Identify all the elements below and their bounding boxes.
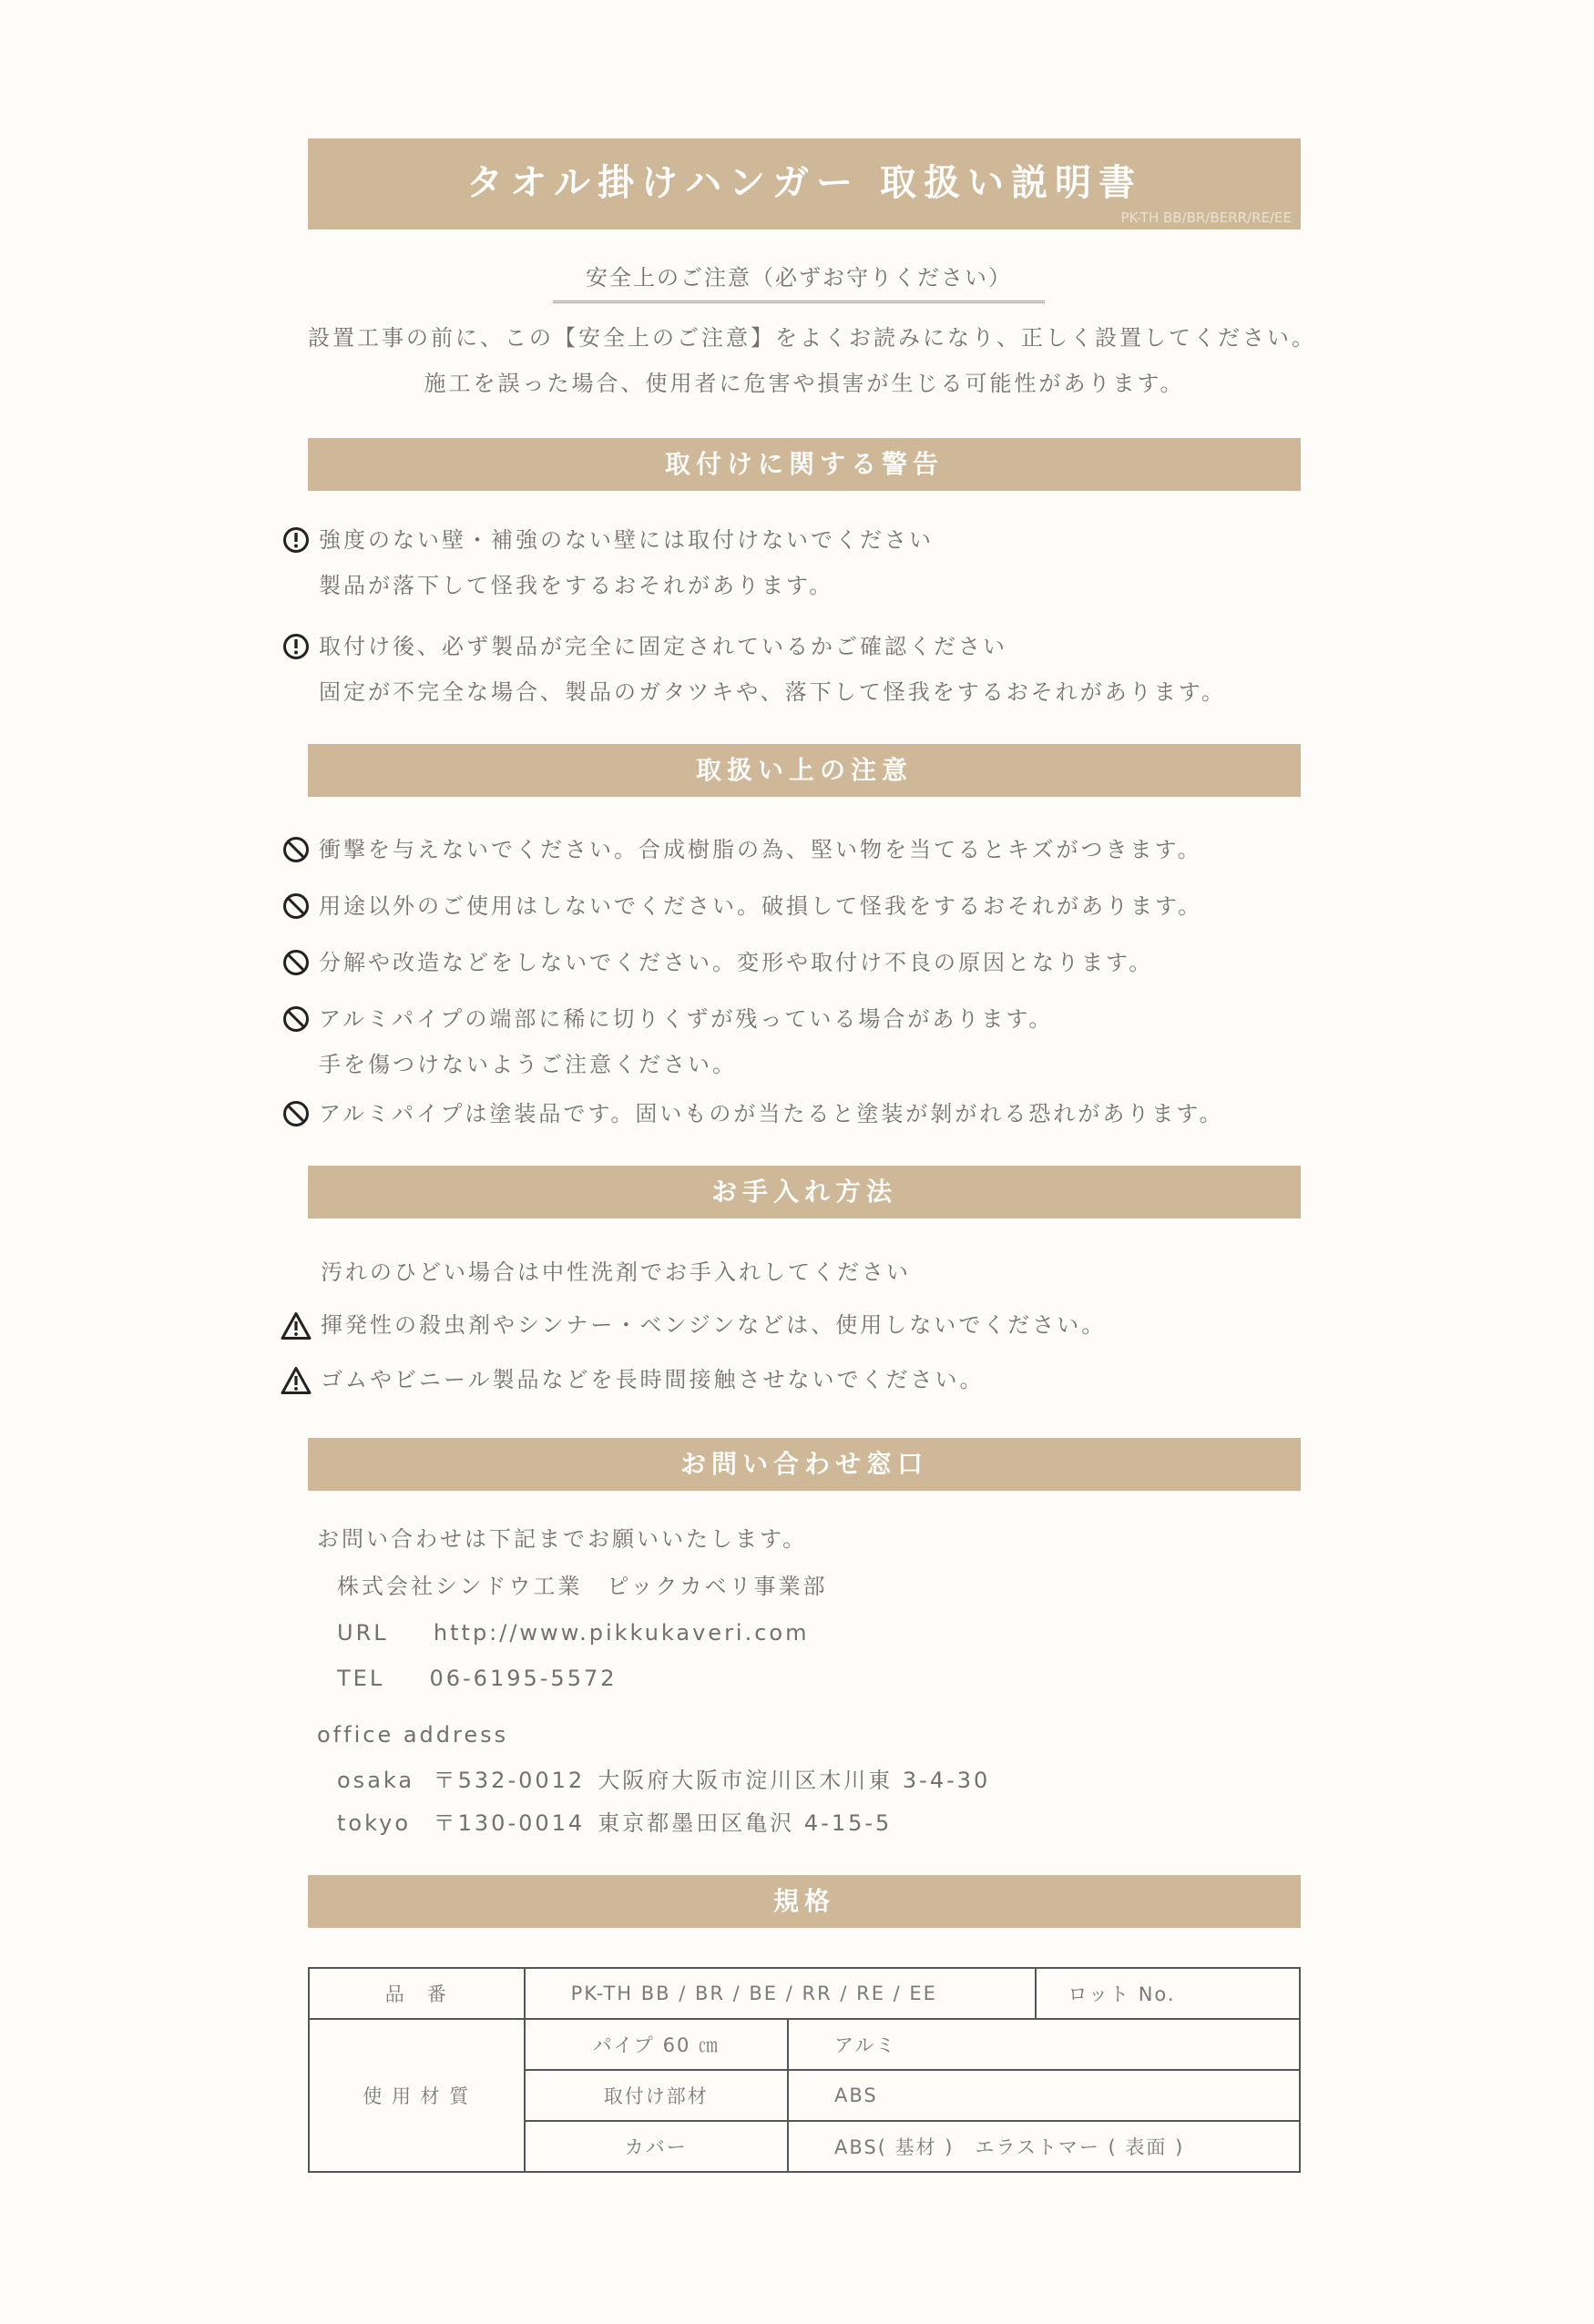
- part-name: カバー: [525, 2121, 788, 2172]
- handling-item-2: 用途以外のご使用はしないでください。破損して怪我をするおそれがあります。: [319, 893, 1203, 919]
- safety-heading: 安全上のご注意（必ずお守りください）: [553, 260, 1045, 303]
- section-handling-header: 取扱い上の注意: [308, 744, 1301, 797]
- material-value: ABS: [788, 2070, 1300, 2121]
- tel-row: [337, 1665, 618, 1692]
- office-city: osaka: [337, 1768, 415, 1793]
- office-address: 大阪府大阪市淀川区木川東 3-4-30: [598, 1768, 991, 1793]
- warning-2-line1: 取付け後、必ず製品が完全に固定されているかご確認ください: [319, 634, 1007, 659]
- handling-item-4: アルミパイプの端部に稀に切りくずが残っている場合があります。: [319, 1006, 1054, 1032]
- part-name: 取付け部材: [525, 2070, 788, 2121]
- table-row: [309, 1968, 1300, 2019]
- part-no-value: PK-TH BB / BR / BE / RR / RE / EE: [525, 1968, 1037, 2019]
- care-intro: 汚れのひどい場合は中性洗剤でお手入れしてください: [321, 1259, 911, 1285]
- handling-item-4-cont: 手を傷つけないようご注意ください。: [319, 1052, 737, 1077]
- office-zip: 〒532-0012: [433, 1768, 586, 1793]
- material-value: アルミ: [788, 2019, 1300, 2070]
- material-value: ABS( 基材 ) エラストマー ( 表面 ): [788, 2121, 1300, 2172]
- exclamation-circle-icon: [282, 526, 310, 554]
- warning-triangle-icon: [281, 1311, 312, 1340]
- company-name: 株式会社シンドウ工業 ピックカベリ事業部: [337, 1574, 828, 1599]
- office-zip: 〒130-0014: [433, 1810, 586, 1836]
- model-code: PK-TH BB/BR/BERR/RE/EE: [1120, 209, 1292, 226]
- office-city: tokyo: [337, 1810, 412, 1836]
- tel-number: 06-6195-5572: [429, 1666, 618, 1691]
- lot-label: ロット No.: [1036, 1968, 1300, 2019]
- url-label: URL: [337, 1620, 389, 1646]
- care-item-1: 揮発性の殺虫剤やシンナー・ベンジンなどは、使用しないでください。: [321, 1312, 1107, 1338]
- section-warning-header: 取付けに関する警告: [308, 438, 1301, 491]
- warning-1-line1: 強度のない壁・補強のない壁には取付けないでください: [319, 527, 934, 553]
- office-tokyo: [337, 1809, 892, 1837]
- url-link[interactable]: http://www.pikkukaveri.com: [433, 1620, 810, 1646]
- contact-intro: お問い合わせは下記までお願いいたします。: [317, 1526, 808, 1552]
- handling-item-1: 衝撃を与えないでください。合成樹脂の為、堅い物を当てるとキズがつきます。: [319, 837, 1202, 862]
- page-title: タオル掛けハンガー 取扱い説明書: [466, 162, 1142, 204]
- prohibited-icon: [282, 1100, 310, 1127]
- safety-intro-1: 設置工事の前に、この【安全上のご注意】をよくお読みになり、正しく設置してください。: [308, 325, 1316, 351]
- office-address-label: office address: [317, 1722, 509, 1748]
- spec-table: [308, 1967, 1301, 2173]
- safety-intro-2: 施工を誤った場合、使用者に危害や損害が生じる可能性があります。: [424, 371, 1185, 396]
- part-no-label: 品 番: [309, 1968, 525, 2019]
- part-name: パイプ 60 ㎝: [525, 2019, 788, 2070]
- prohibited-icon: [282, 892, 310, 920]
- office-address: 東京都墨田区亀沢 4-15-5: [598, 1810, 893, 1836]
- section-care-header: お手入れ方法: [308, 1166, 1301, 1218]
- title-banner: [308, 138, 1301, 229]
- care-item-2: ゴムやビニール製品などを長時間接触させないでください。: [321, 1367, 985, 1392]
- warning-1-line2: 製品が落下して怪我をするおそれがあります。: [319, 573, 834, 598]
- table-row: [309, 2019, 1300, 2070]
- office-osaka: [337, 1767, 990, 1794]
- tel-label: TEL: [337, 1666, 385, 1691]
- handling-item-5: アルミパイプは塗装品です。固いものが当たると塗装が剝がれる恐れがあります。: [319, 1101, 1224, 1126]
- prohibited-icon: [282, 1005, 310, 1033]
- prohibited-icon: [282, 836, 310, 863]
- warning-2-line2: 固定が不完全な場合、製品のガタツキや、落下して怪我をするおそれがあります。: [319, 679, 1226, 705]
- section-contact-header: お問い合わせ窓口: [308, 1438, 1301, 1491]
- url-row: [337, 1619, 810, 1646]
- handling-item-3: 分解や改造などをしないでください。変形や取付け不良の原因となります。: [319, 950, 1154, 975]
- warning-triangle-icon: [281, 1366, 312, 1395]
- exclamation-circle-icon: [282, 633, 310, 660]
- section-spec-header: 規格: [308, 1875, 1301, 1928]
- material-label: 使 用 材 質: [309, 2019, 525, 2172]
- prohibited-icon: [282, 949, 310, 976]
